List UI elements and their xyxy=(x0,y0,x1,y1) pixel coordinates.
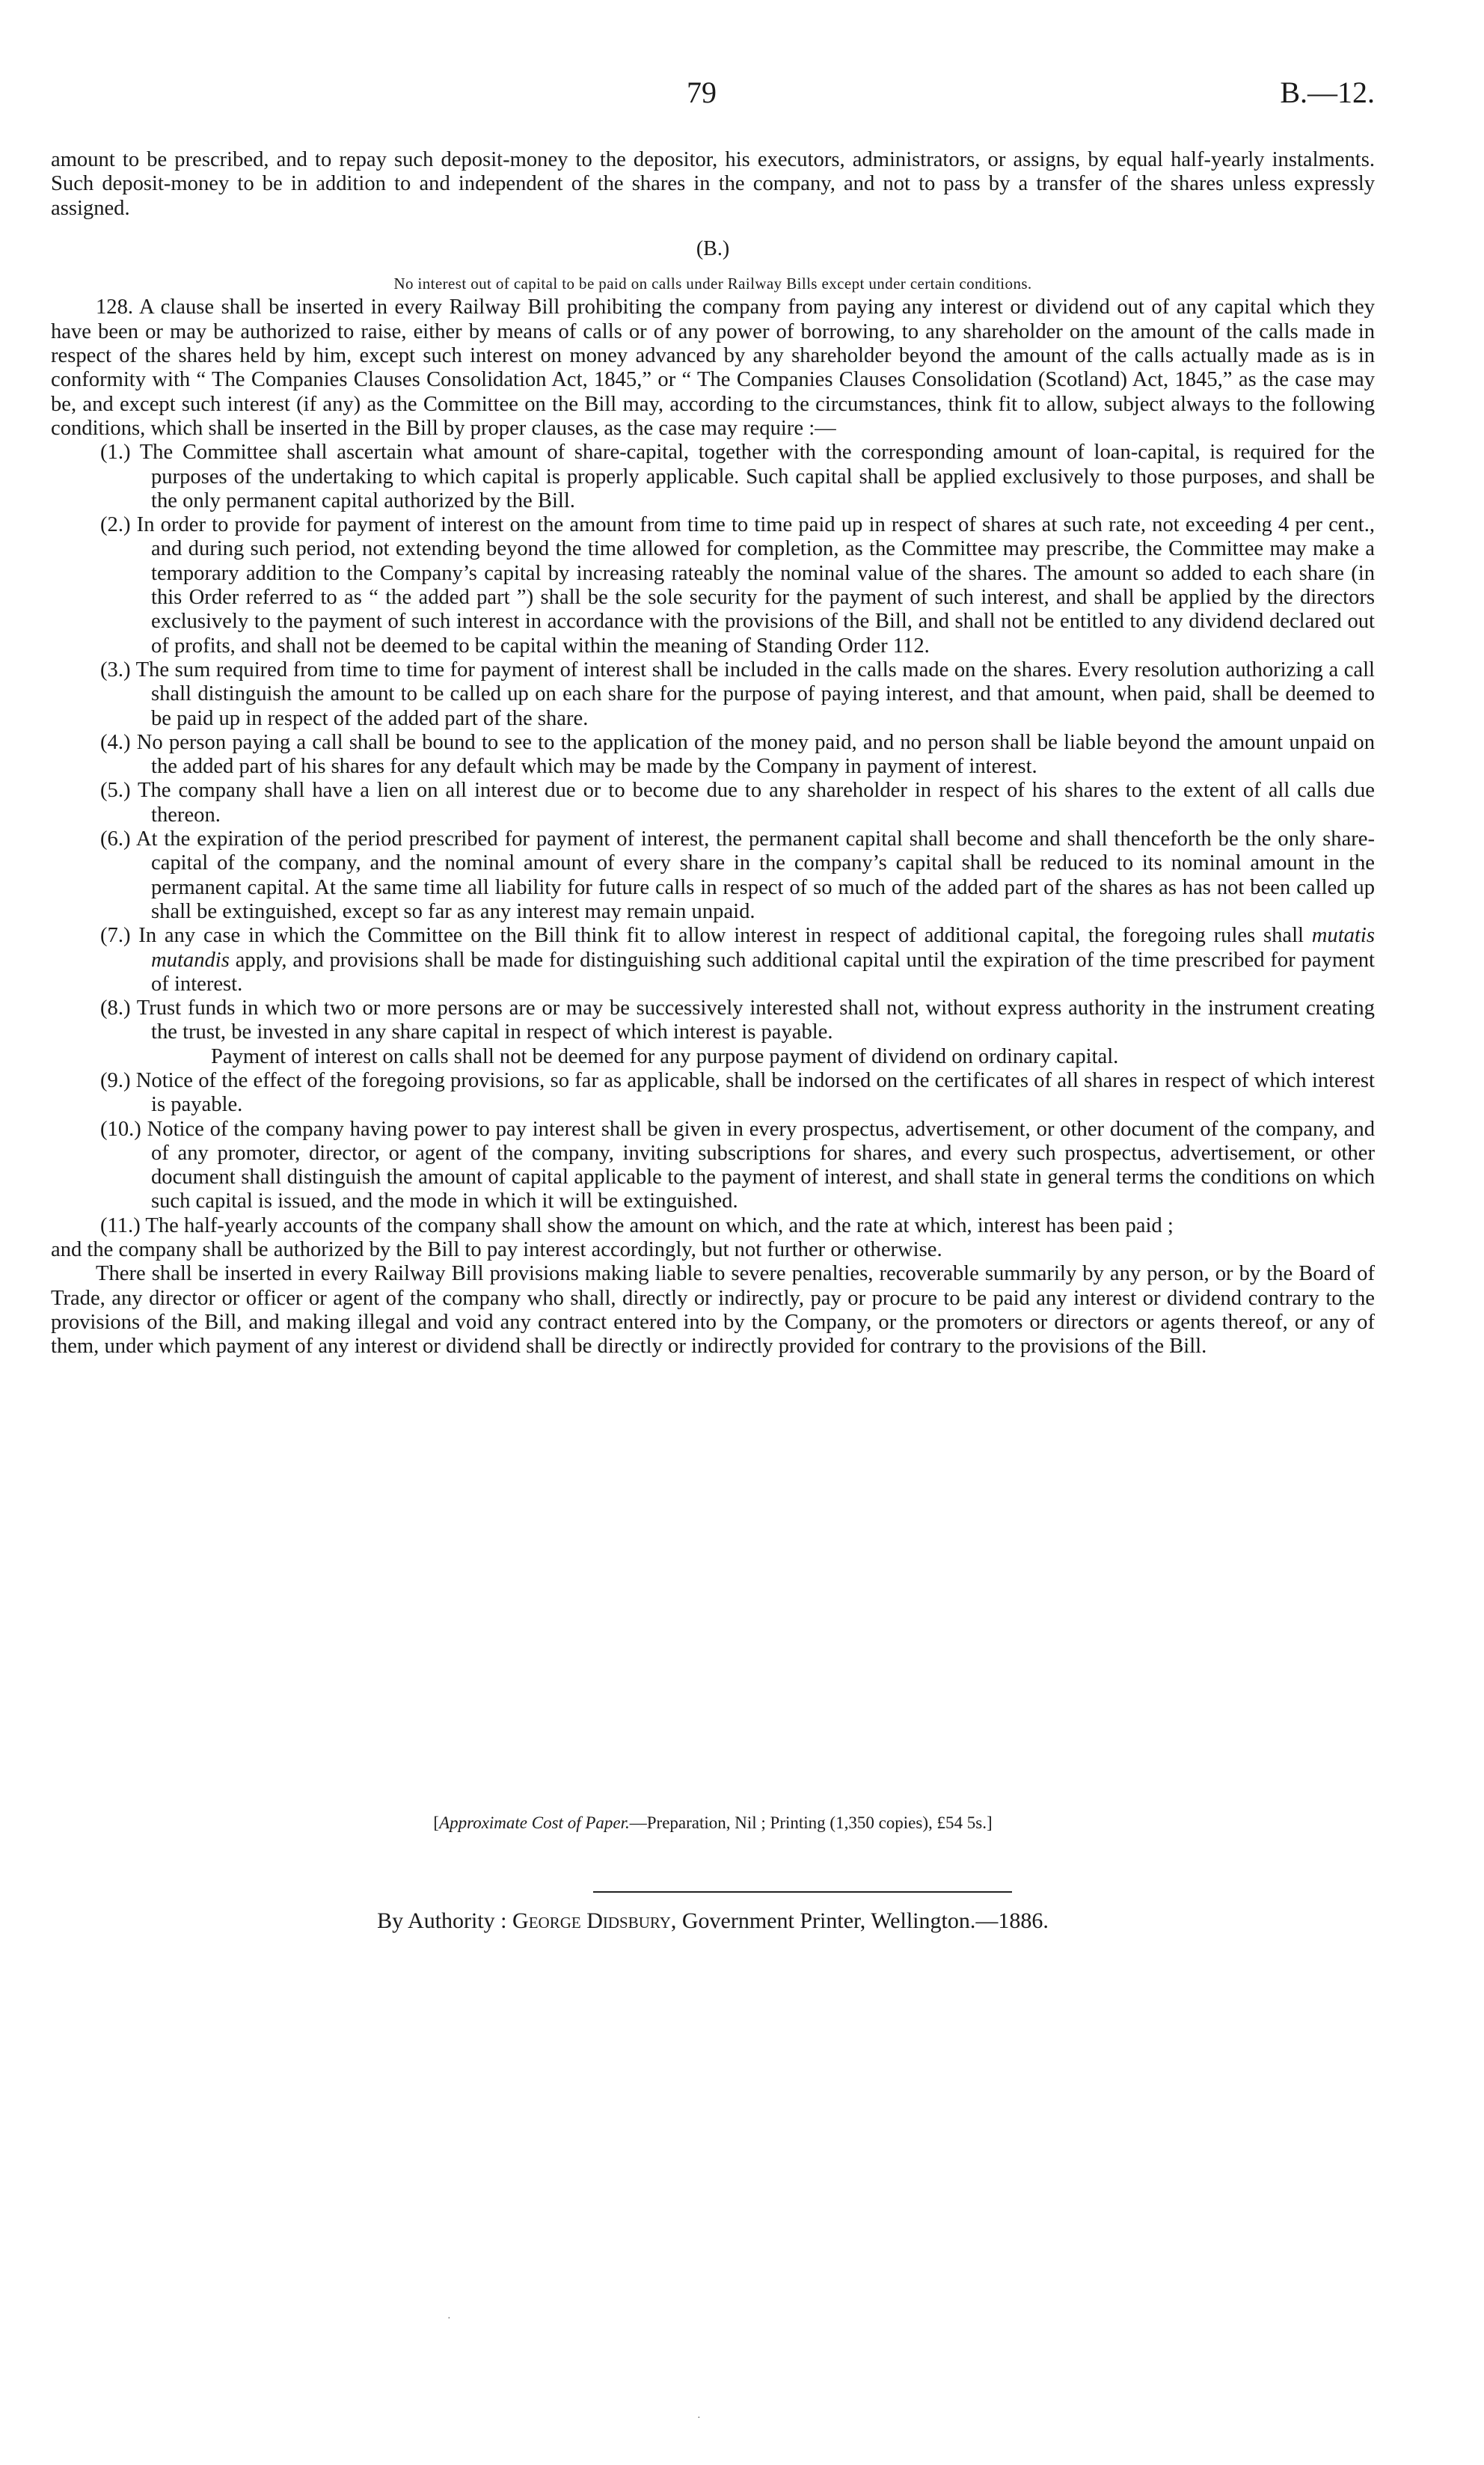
condition-emphasis: mutatis mutandis xyxy=(151,924,1375,972)
condition-text: The half-yearly accounts of the company shall show the amount on which, and the rate at which, interest has been paid ; xyxy=(145,1213,1174,1237)
condition-1 xyxy=(51,441,1375,513)
page-header xyxy=(51,75,1375,120)
condition-number: (11.) xyxy=(100,1213,141,1237)
condition-text: Notice of the effect of the foregoing provisions, so far as applicable, shall be indorsed on the certificates of all shares in respect of which interest is payable. xyxy=(135,1068,1375,1117)
printer-name: George Didsbury xyxy=(512,1908,671,1933)
condition-text: Notice of the company having power to pay interest shall be given in every prospectus, advertisement, or other document of the company, and of any promoter, director, or agent of the company, inviting subscriptions for shares, and every such prospectus, advertisement, or other document shall distinguish the amount of capital applicable to the payment of interest, and shall state in general terms the conditions on which such capital is issued, and the mode in which it will be extinguished. xyxy=(147,1117,1376,1213)
condition-number: (8.) xyxy=(100,996,131,1020)
authority-prefix: By Authority : xyxy=(377,1908,513,1933)
page-number: 79 xyxy=(687,76,717,109)
condition-number: (6.) xyxy=(100,827,131,851)
authority-line xyxy=(51,1908,1375,1934)
closing-paragraph: There shall be inserted in every Railway Bill provisions making liable to severe penalties, recoverable summarily by any person, or by the Board of Trade, any director or officer or agent of the company who shall, directly or indirectly, pay or procure to be paid any interest or dividend contrary to the provisions of the Bill, and making illegal and void any contract entered into by the Company, or the promoters or directors or agents thereof, or any of them, under which payment of any interest or dividend shall be directly or indirectly provided for contrary to the provisions of the Bill. xyxy=(51,1262,1375,1359)
condition-text-before: In any case in which the Committee on the Bill think fit to allow interest in respect of additional capital, the foregoing rules shall xyxy=(138,924,1312,948)
condition-3 xyxy=(51,658,1375,731)
opening-paragraph: amount to be prescribed, and to repay such deposit-money to the depositor, his executors, administrators, or assigns, by equal half-yearly instalments. Such deposit-money to be in addition to and independent of the shares in the company, and not to pass by a transfer of the shares unless expressly assigned. xyxy=(51,148,1375,220)
condition-6 xyxy=(51,827,1375,924)
condition-number: (5.) xyxy=(100,779,131,803)
side-heading: No interest out of capital to be paid on calls under Railway Bills except under certain conditions. xyxy=(393,275,1032,293)
condition-text: At the expiration of the period prescribed for payment of interest, the permanent capital shall become and shall thenceforth be the only share-capital of the company, and the nominal amount of every share in the company’s capital shall be reduced to its nominal amount in the permanent capital. At the same time all liability for future calls in respect of so much of the added part of the shares as has not been called up shall be extinguished, except so far as any interest may remain unpaid. xyxy=(135,827,1375,923)
condition-number: (1.) xyxy=(100,441,131,465)
condition-number: (2.) xyxy=(100,513,131,537)
condition-text: The company shall have a lien on all interest due or to become due to any shareholder in respect of his shares to the extent of all calls due thereon. xyxy=(138,779,1375,827)
condition-4 xyxy=(51,731,1375,780)
condition-9 xyxy=(51,1069,1375,1118)
document-body xyxy=(51,148,1375,1359)
section-label: (B.) xyxy=(696,236,730,260)
condition-number: (10.) xyxy=(100,1117,141,1141)
condition-number: (3.) xyxy=(100,658,131,682)
authority-suffix: , Government Printer, Wellington.—1886. xyxy=(670,1908,1049,1933)
condition-10 xyxy=(51,1118,1375,1214)
condition-text: Payment of interest on calls shall not be deemed for any purpose payment of dividend on ordinary capital. xyxy=(211,1044,1119,1068)
condition-text: No person paying a call shall be bound to see to the application of the money paid, and no person shall be liable beyond the amount unpaid on the added part of his shares for any default which may be made by the Company in payment of interest. xyxy=(136,730,1375,779)
divider-rule xyxy=(593,1891,1012,1893)
cost-note-label: Approximate Cost of Paper. xyxy=(439,1813,630,1832)
condition-7 xyxy=(51,924,1375,996)
condition-text: The sum required from time to time for payment of interest shall be included in the calls made on the shares. Every resolution authorizing a call shall distinguish the amount to be called up on each share for the purpose of paying interest, and that amount, when paid, shall be deemed to be paid up in respect of the added part of the share. xyxy=(135,658,1376,730)
closing-line: and the company shall be authorized by the Bill to pay interest accordingly, but not further or otherwise. xyxy=(51,1238,942,1262)
scan-speck: · xyxy=(697,2413,701,2424)
condition-8 xyxy=(51,996,1375,1045)
cost-note-open: [ xyxy=(433,1813,440,1832)
condition-number: (4.) xyxy=(100,730,131,754)
cost-note xyxy=(51,1813,1375,1833)
condition-number: (7.) xyxy=(100,924,131,948)
clause-128: 128. A clause shall be inserted in every Railway Bill prohibiting the company from paying any interest or dividend out of any capital which they have been or may be authorized to raise, either by means of calls or of any power of borrowing, to any shareholder on the amount of the calls made in respect of the shares held by him, except such interest on money advanced by any shareholder beyond the amount of the calls actually made as is in conformity with “ The Companies Clauses Consolidation Act, 1845,” or “ The Companies Clauses Consolidation (Scotland) Act, 1845,” as the case may be, and except such interest (if any) as the Committee on the Bill may, according to the circumstances, think fit to allow, subject always to the following conditions, which shall be inserted in the Bill by proper clauses, as the case may require :— xyxy=(51,296,1375,440)
condition-text: The Committee shall ascertain what amount of share-capital, together with the corresponding amount of loan-capital, is required for the purposes of the undertaking to which capital is properly applicable. Such capital shall be applied exclusively to those purposes, and shall be the only permanent capital authorized by the Bill. xyxy=(139,441,1375,512)
cost-note-rest: —Preparation, Nil ; Printing (1,350 copies), £54 5s.] xyxy=(629,1813,993,1832)
condition-number: (9.) xyxy=(100,1068,131,1092)
condition-2 xyxy=(51,513,1375,658)
condition-text: In order to provide for payment of interest on the amount from time to time paid up in respect of shares at such rate, not exceeding 4 per cent., and during such period, not extending beyond the time allowed for completion, as the Committee may prescribe, the Committee may make a temporary addition to the Company’s capital by increasing rateably the nominal value of the shares. The amount so added to each share (in this Order referred to as “ the added part ”) shall be the sole security for the payment of such interest, and shall be applied by the directors exclusively to the payment of such interest in accordance with the provisions of the Bill, and shall not be entitled to any dividend declared out of profits, and shall not be deemed to be capital within the meaning of Standing Order 112. xyxy=(136,513,1375,658)
condition-8-note xyxy=(51,1045,1375,1069)
document-code: B.—12. xyxy=(1280,76,1375,109)
scan-speck: · xyxy=(447,2313,451,2324)
condition-11 xyxy=(51,1214,1375,1238)
condition-text-after: apply, and provisions shall be made for distinguishing such additional capital until the expiration of the time prescribed for payment of interest. xyxy=(151,948,1375,996)
condition-5 xyxy=(51,779,1375,827)
condition-text: Trust funds in which two or more persons are or may be successively interested shall not, without express authority in the instrument creating the trust, be invested in any share capital in respect of which interest is payable. xyxy=(136,996,1375,1044)
